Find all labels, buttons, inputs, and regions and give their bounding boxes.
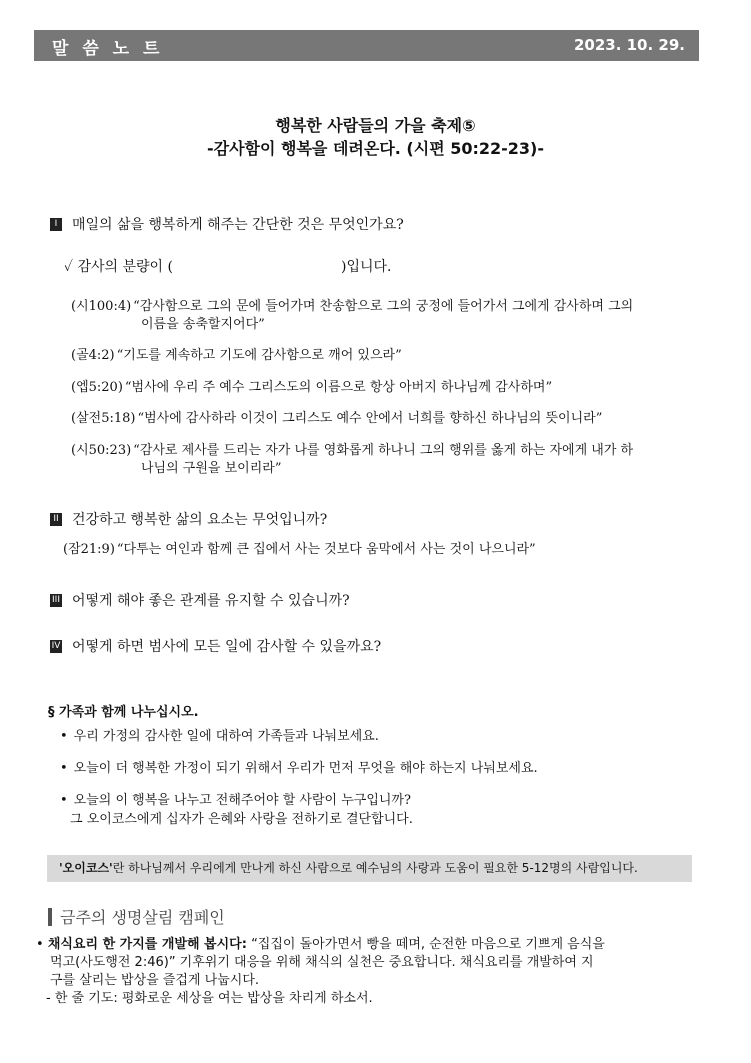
verse (71, 298, 691, 334)
verse-text: “감사로 제사를 드리는 자가 나를 영화롭게 하나니 그의 행위를 옳게 하는 자에게 내가 하 (133, 443, 634, 458)
sermon-title: 행복한 사람들의 가을 축제⑤ (275, 116, 476, 135)
list-item (60, 759, 538, 778)
question-1 (50, 214, 404, 234)
note-term: '오이코스' (59, 861, 113, 875)
verse (71, 442, 691, 478)
verse-ref: (잠21:9) (63, 542, 115, 557)
verse-ref: (살전5:18) (71, 411, 136, 426)
question-4 (50, 636, 381, 656)
header-bar (34, 30, 699, 61)
question-2 (50, 509, 327, 529)
verse-ref: (엡5:20) (71, 380, 123, 395)
answer-suffix: )입니다. (341, 259, 392, 275)
oikos-note (47, 855, 692, 882)
campaign-lead: 채식요리 한 가지를 개발해 봅시다: (47, 937, 247, 952)
verse (63, 541, 683, 559)
list-item-text: 오늘이 더 행복한 가정이 되기 위해서 우리가 먼저 무엇을 해야 하는지 나눠보세요. (73, 761, 538, 776)
answer-line (64, 256, 391, 276)
verse-ref: (시50:23) (71, 443, 132, 458)
question-text: 매일의 삶을 행복하게 해주는 간단한 것은 무엇인가요? (72, 217, 404, 233)
bullet-icon: • (60, 729, 68, 744)
verse-ref: (시100:4) (71, 299, 132, 314)
heading-bar-icon (48, 908, 52, 926)
list-item (60, 791, 413, 829)
roman-numeral-badge: I (50, 218, 62, 231)
sermon-subtitle: -감사함이 행복을 데려온다. (시편 50:22-23)- (206, 139, 545, 158)
answer-prefix: 감사의 분량이 ( (77, 259, 173, 275)
campaign-text-cont: 구를 살리는 밥상을 즐겁게 나눕시다. (50, 973, 260, 988)
bullet-icon: • (60, 793, 68, 808)
roman-numeral-badge: II (50, 513, 62, 526)
verse (71, 347, 691, 365)
list-item-text: 우리 가정의 감사한 일에 대하여 가족들과 나눠보세요. (73, 729, 379, 744)
check-icon: ✓ (64, 259, 74, 275)
bullet-icon: • (60, 761, 68, 776)
verse-text: “감사함으로 그의 문에 들어가며 찬송함으로 그의 궁정에 들어가서 그에게 감사하며 그의 (133, 299, 634, 314)
header-date: 2023. 10. 29. (573, 36, 685, 54)
roman-numeral-badge: IV (51, 640, 61, 651)
verse-text: “범사에 우리 주 예수 그리스도의 이름으로 항상 아버지 하나님께 감사하며” (124, 380, 553, 395)
campaign-body (36, 936, 692, 1008)
header-title: 말 씀 노 트 (52, 39, 164, 59)
roman-numeral-badge: III (50, 594, 62, 607)
campaign-prayer: - 한 줄 기도: 평화로운 세상을 여는 밥상을 차리게 하소서. (46, 991, 373, 1006)
question-text: 어떻게 해야 좋은 관계를 유지할 수 있습니까? (72, 593, 350, 609)
verse-text-cont: 나님의 구원을 보이리라” (141, 461, 282, 476)
question-3 (50, 590, 350, 610)
note-text: 란 하나님께서 우리에게 만나게 하신 사람으로 예수님의 사랑과 도움이 필요한 5-12명의 사람입니다. (112, 861, 638, 875)
verse-text-cont: 이름을 송축할지어다” (141, 317, 265, 332)
question-text: 건강하고 행복한 삶의 요소는 무엇입니까? (72, 512, 328, 528)
verse (71, 379, 691, 397)
verse-text: “다투는 여인과 함께 큰 집에서 사는 것보다 움막에서 사는 것이 나으니라” (116, 542, 536, 557)
campaign-text: “집집이 돌아가면서 빵을 떼며, 순전한 마음으로 기쁘게 음식을 (246, 937, 605, 952)
list-item (60, 727, 379, 746)
verse-ref: (골4:2) (71, 348, 115, 363)
family-section-title: § 가족과 함께 나누십시오. (48, 705, 199, 720)
campaign-text-cont: 먹고(사도행전 2:46)” 기후위기 대응을 위해 채식의 실천은 중요합니다. 채식요리를 개발하여 지 (50, 955, 594, 970)
verse (71, 410, 691, 428)
bullet-icon: • (36, 937, 48, 952)
campaign-heading (48, 905, 225, 928)
verse-text: “기도를 계속하고 기도에 감사함으로 깨어 있으라” (116, 348, 402, 363)
verse-text: “범사에 감사하라 이것이 그리스도 예수 안에서 너희를 향하신 하나님의 뜻이니라” (137, 411, 603, 426)
list-item-text: 오늘의 이 행복을 나누고 전해주어야 할 사람이 누구입니까? (73, 793, 411, 808)
campaign-title: 금주의 생명살림 캠페인 (60, 908, 225, 927)
question-text: 어떻게 하면 범사에 모든 일에 감사할 수 있을까요? (72, 639, 382, 655)
list-item-text-cont: 그 오이코스에게 십자가 은혜와 사랑을 전하기로 결단합니다. (70, 812, 413, 827)
